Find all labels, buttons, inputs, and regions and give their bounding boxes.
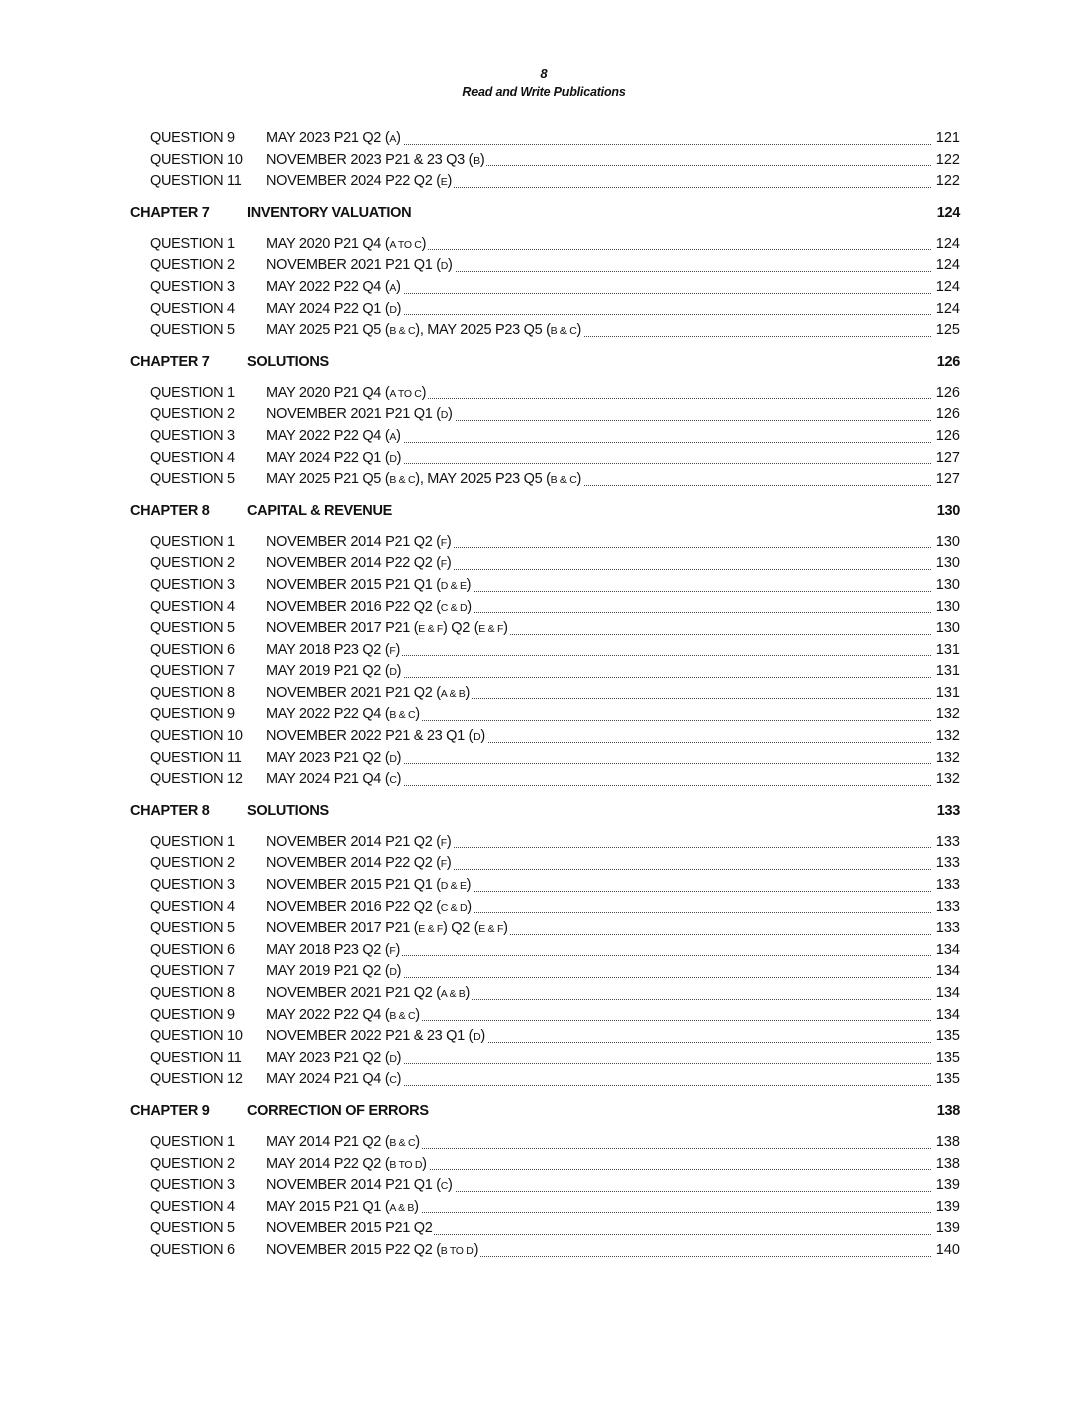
- entry-text-wrap: [266, 150, 931, 173]
- sub-part: D: [473, 731, 481, 744]
- entry-text: MAY 2025 P21 Q5 (B & C), MAY 2025 P23 Q5 (B & C): [266, 322, 582, 339]
- entry-page: 131: [935, 661, 960, 683]
- question-label: QUESTION 1: [150, 235, 235, 252]
- entry-page: 130: [935, 575, 960, 597]
- entry-text-wrap: [266, 255, 931, 278]
- sub-part: D & E: [440, 579, 467, 592]
- entry-text: MAY 2020 P21 Q4 (A TO C): [266, 384, 427, 401]
- sub-part: C: [389, 1074, 397, 1087]
- entry-page: 139: [935, 1218, 960, 1240]
- sub-part: B & C: [389, 474, 416, 487]
- entry-text: MAY 2014 P22 Q2 (B TO D): [266, 1155, 427, 1172]
- sub-part: C: [389, 774, 397, 787]
- entry-text-wrap: [266, 640, 931, 663]
- entry-text-wrap: [266, 897, 931, 920]
- entry-page: 132: [935, 748, 960, 770]
- sub-part: F: [440, 836, 447, 849]
- toc-entry[interactable]: [0, 448, 1088, 470]
- toc-entry[interactable]: [0, 150, 1088, 172]
- entry-text-wrap: [266, 469, 931, 492]
- sub-part: D: [389, 303, 397, 316]
- question-label: QUESTION 7: [150, 963, 235, 980]
- toc-entry[interactable]: [0, 597, 1088, 619]
- sub-part: E & F: [418, 623, 444, 636]
- question-label: QUESTION 1: [150, 1133, 235, 1150]
- sub-part: B TO D: [389, 1158, 423, 1171]
- entry-text-wrap: [266, 1069, 931, 1092]
- entry-text: NOVEMBER 2022 P21 & 23 Q1 (D): [266, 1028, 485, 1045]
- entry-text-wrap: [266, 1218, 931, 1240]
- toc-entry[interactable]: [0, 1240, 1088, 1262]
- entry-page: 134: [935, 983, 960, 1005]
- sub-part: B & C: [389, 325, 416, 338]
- question-label: QUESTION 5: [150, 1220, 235, 1237]
- chapter-title: SOLUTIONS: [247, 802, 329, 819]
- entry-page: 130: [935, 553, 960, 575]
- entry-text-wrap: [266, 277, 931, 300]
- entry-text-wrap: [266, 704, 931, 727]
- toc-entry[interactable]: [0, 426, 1088, 448]
- toc-entry[interactable]: [0, 383, 1088, 405]
- entry-text-wrap: [266, 171, 931, 194]
- toc-entry[interactable]: [0, 128, 1088, 150]
- question-label: QUESTION 10: [150, 151, 243, 168]
- entry-page: 133: [935, 897, 960, 919]
- chapter-heading[interactable]: [0, 351, 1088, 373]
- sub-part: F: [440, 536, 447, 549]
- entry-text-wrap: [266, 1175, 931, 1198]
- chapter-heading[interactable]: [0, 800, 1088, 822]
- entry-text-wrap: [266, 404, 931, 427]
- entry-text-wrap: [266, 1154, 931, 1177]
- entry-text-wrap: [266, 983, 931, 1006]
- sub-part: F: [440, 558, 447, 571]
- question-label: QUESTION 2: [150, 855, 235, 872]
- entry-text: MAY 2023 P21 Q2 (D): [266, 1049, 402, 1066]
- chapter-title: INVENTORY VALUATION: [247, 204, 412, 221]
- entry-page: 133: [935, 832, 960, 854]
- entry-page: 138: [935, 1132, 960, 1154]
- sub-part: D: [440, 409, 449, 422]
- question-label: QUESTION 10: [150, 1028, 243, 1045]
- entry-text-wrap: [266, 532, 931, 555]
- sub-part: E & F: [478, 623, 504, 636]
- entry-page: 134: [935, 961, 960, 983]
- entry-text: NOVEMBER 2017 P21 (E & F) Q2 (E & F): [266, 920, 508, 937]
- entry-page: 135: [935, 1048, 960, 1070]
- toc-entry[interactable]: [0, 1048, 1088, 1070]
- sub-part: E & F: [418, 923, 444, 936]
- question-label: QUESTION 9: [150, 706, 235, 723]
- entry-text-wrap: [266, 320, 931, 343]
- sub-part: D: [389, 966, 397, 979]
- chapter-page: 133: [936, 802, 960, 819]
- chapter-number: CHAPTER 8: [130, 802, 210, 819]
- toc-entry[interactable]: [0, 1026, 1088, 1048]
- chapter-title: CAPITAL & REVENUE: [247, 502, 393, 519]
- entry-text: NOVEMBER 2021 P21 Q2 (A & B): [266, 684, 471, 701]
- toc-entry[interactable]: [0, 726, 1088, 748]
- toc-entry[interactable]: [0, 255, 1088, 277]
- entry-page: 139: [935, 1197, 960, 1219]
- entry-text: NOVEMBER 2014 P22 Q2 (F): [266, 855, 452, 872]
- entry-text-wrap: [266, 618, 931, 641]
- entry-page: 126: [935, 404, 960, 426]
- question-label: QUESTION 8: [150, 985, 235, 1001]
- entry-text-wrap: [266, 961, 931, 984]
- entry-page: 127: [935, 448, 960, 470]
- question-label: QUESTION 12: [150, 1071, 243, 1088]
- question-label: QUESTION 4: [150, 598, 235, 615]
- entry-text-wrap: [266, 426, 931, 449]
- entry-text-wrap: [266, 1132, 931, 1155]
- sub-part: C & D: [440, 601, 468, 614]
- sub-part: D: [389, 666, 397, 679]
- toc-entry[interactable]: [0, 553, 1088, 575]
- sub-part: F: [389, 944, 396, 957]
- toc-entry[interactable]: [0, 171, 1088, 193]
- entry-text-wrap: [266, 448, 931, 471]
- sub-part: A & B: [389, 1201, 415, 1214]
- entry-text: NOVEMBER 2015 P21 Q1 (D & E): [266, 576, 472, 593]
- entry-text: MAY 2023 P21 Q2 (A): [266, 130, 401, 146]
- toc-entry[interactable]: [0, 1197, 1088, 1219]
- sub-part: D & E: [440, 880, 467, 893]
- sub-part: B TO D: [440, 1244, 474, 1257]
- entry-text-wrap: [266, 661, 931, 684]
- entry-page: 130: [935, 618, 960, 640]
- toc-entry[interactable]: [0, 640, 1088, 662]
- entry-page: 139: [935, 1175, 960, 1197]
- entry-text: NOVEMBER 2014 P21 Q2 (F): [266, 833, 452, 850]
- chapter-title: SOLUTIONS: [247, 353, 329, 370]
- entry-text: MAY 2023 P21 Q2 (D): [266, 749, 402, 766]
- entry-text: MAY 2024 P21 Q4 (C): [266, 1071, 402, 1088]
- sub-part: A: [389, 133, 397, 145]
- question-label: QUESTION 5: [150, 471, 235, 488]
- sub-part: C: [440, 1180, 449, 1193]
- entry-text: NOVEMBER 2015 P21 Q2: [266, 1220, 433, 1237]
- entry-text-wrap: [266, 234, 931, 257]
- entry-text-wrap: [266, 597, 931, 620]
- question-label: QUESTION 6: [150, 1241, 235, 1258]
- toc-entry[interactable]: [0, 1154, 1088, 1176]
- chapter-page: 130: [936, 502, 960, 519]
- entry-text: NOVEMBER 2016 P22 Q2 (C & D): [266, 598, 472, 615]
- question-label: QUESTION 4: [150, 898, 235, 915]
- entry-text-wrap: [266, 1197, 931, 1220]
- entry-text: MAY 2024 P22 Q1 (D): [266, 300, 402, 317]
- sub-part: F: [440, 858, 447, 871]
- entry-text-wrap: [266, 299, 931, 322]
- question-label: QUESTION 3: [150, 576, 235, 593]
- toc-entry[interactable]: [0, 404, 1088, 426]
- chapter-number: CHAPTER 8: [130, 502, 210, 519]
- toc-entry[interactable]: [0, 1005, 1088, 1027]
- chapter-page: 124: [936, 204, 960, 221]
- entry-text-wrap: [266, 575, 931, 598]
- question-label: QUESTION 9: [150, 1006, 235, 1023]
- question-label: QUESTION 2: [150, 257, 235, 274]
- entry-text-wrap: [266, 128, 931, 151]
- question-label: QUESTION 4: [150, 449, 235, 466]
- entry-page: 133: [935, 918, 960, 940]
- toc-entry[interactable]: [0, 961, 1088, 983]
- entry-text: MAY 2018 P23 Q2 (F): [266, 641, 400, 658]
- entry-page: 133: [935, 853, 960, 875]
- entry-page: 134: [935, 1005, 960, 1027]
- question-label: QUESTION 4: [150, 1198, 235, 1215]
- entry-page: 135: [935, 1026, 960, 1048]
- sub-part: B & C: [389, 709, 416, 722]
- entry-text: NOVEMBER 2014 P21 Q2 (F): [266, 533, 452, 550]
- entry-text: NOVEMBER 2021 P21 Q1 (D): [266, 406, 453, 423]
- toc-entry[interactable]: [0, 320, 1088, 342]
- entry-page: 132: [935, 726, 960, 748]
- toc-entry[interactable]: [0, 618, 1088, 640]
- entry-text: MAY 2020 P21 Q4 (A TO C): [266, 235, 427, 252]
- toc-entry[interactable]: [0, 683, 1088, 705]
- chapter-heading[interactable]: [0, 202, 1088, 224]
- entry-text: MAY 2022 P22 Q4 (A): [266, 278, 401, 295]
- question-label: QUESTION 1: [150, 533, 235, 550]
- entry-text: NOVEMBER 2017 P21 (E & F) Q2 (E & F): [266, 620, 508, 637]
- question-label: QUESTION 11: [150, 173, 242, 190]
- entry-page: 131: [935, 640, 960, 662]
- entry-page: 130: [935, 532, 960, 554]
- entry-text: MAY 2014 P21 Q2 (B & C): [266, 1133, 420, 1150]
- toc-entry[interactable]: [0, 1218, 1088, 1240]
- entry-text: NOVEMBER 2014 P22 Q2 (F): [266, 555, 452, 572]
- toc-entry[interactable]: [0, 940, 1088, 962]
- question-label: QUESTION 1: [150, 384, 235, 401]
- question-label: QUESTION 3: [150, 877, 235, 894]
- page-header: [0, 66, 1088, 102]
- entry-page: 132: [935, 704, 960, 726]
- question-label: QUESTION 9: [150, 130, 235, 146]
- toc-entry[interactable]: [0, 277, 1088, 299]
- sub-part: E: [440, 176, 448, 189]
- entry-text: NOVEMBER 2021 P21 Q1 (D): [266, 257, 453, 274]
- entry-page: 131: [935, 683, 960, 705]
- sub-part: A: [389, 430, 397, 443]
- sub-part: D: [389, 752, 397, 765]
- sub-part: D: [389, 452, 397, 465]
- sub-part: A: [389, 281, 397, 294]
- entry-text: MAY 2015 P21 Q1 (A & B): [266, 1198, 419, 1215]
- toc-entry[interactable]: [0, 299, 1088, 321]
- entry-text-wrap: [266, 769, 931, 792]
- sub-part: B: [473, 154, 480, 167]
- entry-text-wrap: [266, 726, 931, 749]
- sub-part: B & C: [389, 1009, 416, 1022]
- sub-part: A TO C: [389, 238, 422, 251]
- entry-page: 130: [935, 597, 960, 619]
- entry-text: MAY 2022 P22 Q4 (A): [266, 427, 401, 444]
- question-label: QUESTION 3: [150, 278, 235, 295]
- entry-text-wrap: [266, 1005, 931, 1028]
- toc-entry[interactable]: [0, 853, 1088, 875]
- entry-page: 125: [935, 320, 960, 342]
- toc-entry[interactable]: [0, 832, 1088, 854]
- question-label: QUESTION 5: [150, 920, 235, 937]
- sub-part: A TO C: [389, 387, 422, 400]
- entry-page: 134: [935, 940, 960, 962]
- entry-text-wrap: [266, 553, 931, 576]
- entry-text-wrap: [266, 383, 931, 406]
- entry-text-wrap: [266, 1048, 931, 1071]
- entry-page: 135: [935, 1069, 960, 1091]
- question-label: QUESTION 11: [150, 1049, 242, 1066]
- toc-entry[interactable]: [0, 469, 1088, 491]
- sub-part: D: [389, 1052, 397, 1065]
- sub-part: B & C: [389, 1136, 416, 1149]
- entry-page: 126: [935, 426, 960, 448]
- question-label: QUESTION 3: [150, 427, 235, 444]
- toc-entry[interactable]: [0, 661, 1088, 683]
- toc-entry[interactable]: [0, 983, 1088, 1005]
- entry-text: NOVEMBER 2014 P21 Q1 (C): [266, 1177, 453, 1194]
- toc-entry[interactable]: [0, 234, 1088, 256]
- entry-page: 132: [935, 769, 960, 791]
- entry-text: NOVEMBER 2016 P22 Q2 (C & D): [266, 898, 472, 915]
- question-label: QUESTION 12: [150, 771, 243, 788]
- chapter-title: CORRECTION OF ERRORS: [247, 1102, 429, 1119]
- question-label: QUESTION 7: [150, 663, 235, 680]
- entry-text-wrap: [266, 1026, 931, 1049]
- toc-entry[interactable]: [0, 769, 1088, 791]
- question-label: QUESTION 10: [150, 728, 243, 745]
- entry-page: 133: [935, 875, 960, 897]
- sub-part: D: [440, 260, 449, 273]
- sub-part: B & C: [550, 474, 577, 487]
- entry-page: 122: [935, 150, 960, 172]
- page-number: 8: [540, 66, 548, 81]
- entry-text: MAY 2022 P22 Q4 (B & C): [266, 706, 420, 723]
- question-label: QUESTION 8: [150, 684, 235, 701]
- chapter-number: CHAPTER 7: [130, 204, 210, 221]
- entry-text: MAY 2022 P22 Q4 (B & C): [266, 1006, 420, 1023]
- sub-part: F: [389, 644, 396, 657]
- question-label: QUESTION 5: [150, 322, 235, 339]
- toc-entry[interactable]: [0, 704, 1088, 726]
- chapter-page: 138: [936, 1102, 960, 1119]
- toc-entry[interactable]: [0, 1132, 1088, 1154]
- toc-entry[interactable]: [0, 875, 1088, 897]
- toc-entry[interactable]: [0, 748, 1088, 770]
- toc-entry[interactable]: [0, 532, 1088, 554]
- toc-entry[interactable]: [0, 1175, 1088, 1197]
- toc-entry[interactable]: [0, 1069, 1088, 1091]
- entry-page: 124: [935, 255, 960, 277]
- chapter-page: 126: [936, 353, 960, 370]
- question-label: QUESTION 6: [150, 641, 235, 658]
- question-label: QUESTION 6: [150, 941, 235, 958]
- entry-text-wrap: [266, 748, 931, 771]
- entry-text: NOVEMBER 2023 P21 & 23 Q3 (B): [266, 151, 485, 168]
- entry-text-wrap: [266, 918, 931, 941]
- chapter-number: CHAPTER 9: [130, 1102, 210, 1119]
- entry-text-wrap: [266, 875, 931, 898]
- table-of-contents: [0, 128, 1088, 1262]
- sub-part: B & C: [550, 325, 577, 338]
- entry-text-wrap: [266, 1240, 931, 1263]
- entry-text: MAY 2019 P21 Q2 (D): [266, 963, 402, 980]
- entry-text: NOVEMBER 2022 P21 & 23 Q1 (D): [266, 728, 485, 745]
- question-label: QUESTION 1: [150, 833, 235, 850]
- entry-text-wrap: [266, 940, 931, 963]
- entry-page: 124: [935, 277, 960, 299]
- sub-part: D: [473, 1031, 481, 1044]
- entry-text: NOVEMBER 2024 P22 Q2 (E): [266, 173, 452, 190]
- chapter-number: CHAPTER 7: [130, 353, 210, 370]
- question-label: QUESTION 2: [150, 555, 235, 572]
- entry-text: MAY 2024 P22 Q1 (D): [266, 449, 402, 466]
- entry-page: 124: [935, 299, 960, 321]
- entry-text: MAY 2024 P21 Q4 (C): [266, 771, 402, 788]
- entry-page: 140: [935, 1240, 960, 1262]
- entry-page: 122: [935, 171, 960, 193]
- sub-part: A & B: [440, 988, 466, 1000]
- toc-entry[interactable]: [0, 918, 1088, 940]
- question-label: QUESTION 3: [150, 1177, 235, 1194]
- entry-text: MAY 2019 P21 Q2 (D): [266, 663, 402, 680]
- sub-part: A & B: [440, 687, 466, 700]
- toc-entry[interactable]: [0, 575, 1088, 597]
- entry-text: NOVEMBER 2021 P21 Q2 (A & B): [266, 985, 471, 1001]
- question-label: QUESTION 11: [150, 749, 242, 766]
- entry-page: 121: [935, 128, 960, 150]
- question-label: QUESTION 2: [150, 1155, 235, 1172]
- publisher-name: Read and Write Publications: [462, 85, 626, 99]
- entry-text: NOVEMBER 2015 P22 Q2 (B TO D): [266, 1241, 479, 1258]
- chapter-heading[interactable]: [0, 500, 1088, 522]
- entry-page: 126: [935, 383, 960, 405]
- entry-text: MAY 2018 P23 Q2 (F): [266, 941, 400, 958]
- sub-part: E & F: [478, 923, 504, 936]
- sub-part: C & D: [440, 901, 468, 914]
- entry-text-wrap: [266, 683, 931, 706]
- entry-page: 127: [935, 469, 960, 491]
- entry-text: MAY 2025 P21 Q5 (B & C), MAY 2025 P23 Q5 (B & C): [266, 471, 582, 488]
- toc-entry[interactable]: [0, 897, 1088, 919]
- entry-page: 124: [935, 234, 960, 256]
- question-label: QUESTION 4: [150, 300, 235, 317]
- question-label: QUESTION 2: [150, 406, 235, 423]
- entry-page: 138: [935, 1154, 960, 1176]
- question-label: QUESTION 5: [150, 620, 235, 637]
- entry-text-wrap: [266, 832, 931, 855]
- entry-text: NOVEMBER 2015 P21 Q1 (D & E): [266, 877, 472, 894]
- chapter-heading[interactable]: [0, 1100, 1088, 1122]
- entry-text-wrap: [266, 853, 931, 876]
